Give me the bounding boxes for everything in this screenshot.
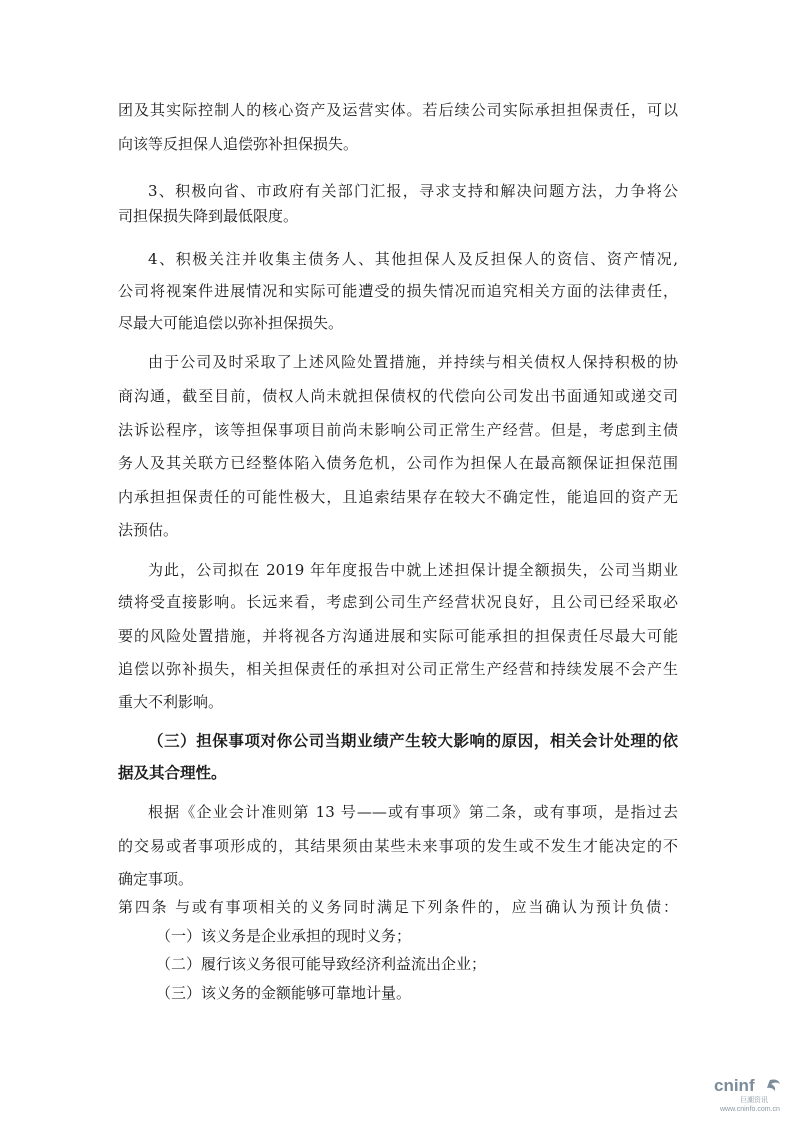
line-11: 务人及其关联方已经整体陷入债务危机，公司作为担保人在最高额保证担保范围 bbox=[118, 454, 678, 472]
list-item-1: （一）该义务是企业承担的现时义务； bbox=[156, 927, 412, 945]
line-13: 法预估。 bbox=[118, 521, 179, 539]
cninf-watermark-logo bbox=[712, 1074, 792, 1114]
line-10: 法诉讼程序，该等担保事项目前尚未影响公司正常生产经营。但是，考虑到主债 bbox=[118, 421, 678, 439]
watermark-sub-cn: 巨潮资讯 bbox=[740, 1097, 768, 1104]
line-03: 3、积极向省、市政府有关部门汇报，寻求支持和解决问题方法，力争将公 bbox=[148, 182, 678, 200]
section-heading-line-1: （三）担保事项对你公司当期业绩产生较大影响的原因，相关会计处理的依 bbox=[148, 731, 678, 750]
line-08: 由于公司及时采取了上述风险处置措施，并持续与相关债权人保持积极的协 bbox=[148, 353, 678, 371]
line-22: 的交易或者事项形成的，其结果须由某些未来事项的发生或不发生才能决定的不 bbox=[118, 837, 678, 855]
line-09: 商沟通，截至目前，债权人尚未就担保债权的代偿向公司发出书面通知或递交司 bbox=[118, 387, 678, 405]
line-15: 绩将受直接影响。长远来看，考虑到公司生产经营状况良好，且公司已经采取必 bbox=[118, 593, 678, 611]
section-heading-line-2: 据及其合理性。 bbox=[118, 763, 227, 782]
watermark-url: www.cninfo.com.cn bbox=[720, 1106, 780, 1113]
watermark-brand: cninf bbox=[714, 1076, 755, 1095]
list-item-2: （二）履行该义务很可能导致经济利益流出企业； bbox=[156, 955, 487, 973]
line-01: 团及其实际控制人的核心资产及运营实体。若后续公司实际承担担保责任，可以 bbox=[118, 101, 678, 119]
line-23: 确定事项。 bbox=[118, 870, 194, 888]
line-05: 4、积极关注并收集主债务人、其他担保人及反担保人的资信、资产情况, bbox=[148, 250, 678, 268]
line-07: 尽最大可能追偿以弥补担保损失。 bbox=[118, 314, 344, 332]
line-12: 内承担担保责任的可能性极大，且追索结果存在较大不确定性，能追回的资产无 bbox=[118, 488, 678, 506]
list-item-3: （三）该义务的金额能够可靠地计量。 bbox=[156, 984, 412, 1002]
line-24: 第四条 与或有事项相关的义务同时满足下列条件的，应当确认为预计负债： bbox=[118, 898, 678, 916]
line-21: 根据《企业会计准则第 13 号——或有事项》第二条，或有事项，是指过去 bbox=[148, 803, 678, 821]
line-14: 为此，公司拟在 2019 年年度报告中就上述担保计提全额损失，公司当期业 bbox=[148, 561, 678, 579]
watermark-swirl-icon bbox=[767, 1080, 780, 1092]
line-18: 重大不利影响。 bbox=[118, 693, 224, 711]
line-06: 公司将视案件进展情况和实际可能遭受的损失情况而追究相关方面的法律责任， bbox=[118, 282, 678, 300]
line-17: 追偿以弥补损失，相关担保责任的承担对公司正常生产经营和持续发展不会产生 bbox=[118, 660, 678, 678]
line-04: 司担保损失降到最低限度。 bbox=[118, 207, 299, 225]
line-16: 要的风险处置措施，并将视各方沟通进展和实际可能承担的担保责任尽最大可能 bbox=[118, 627, 678, 645]
line-02: 向该等反担保人追偿弥补担保损失。 bbox=[118, 135, 359, 153]
